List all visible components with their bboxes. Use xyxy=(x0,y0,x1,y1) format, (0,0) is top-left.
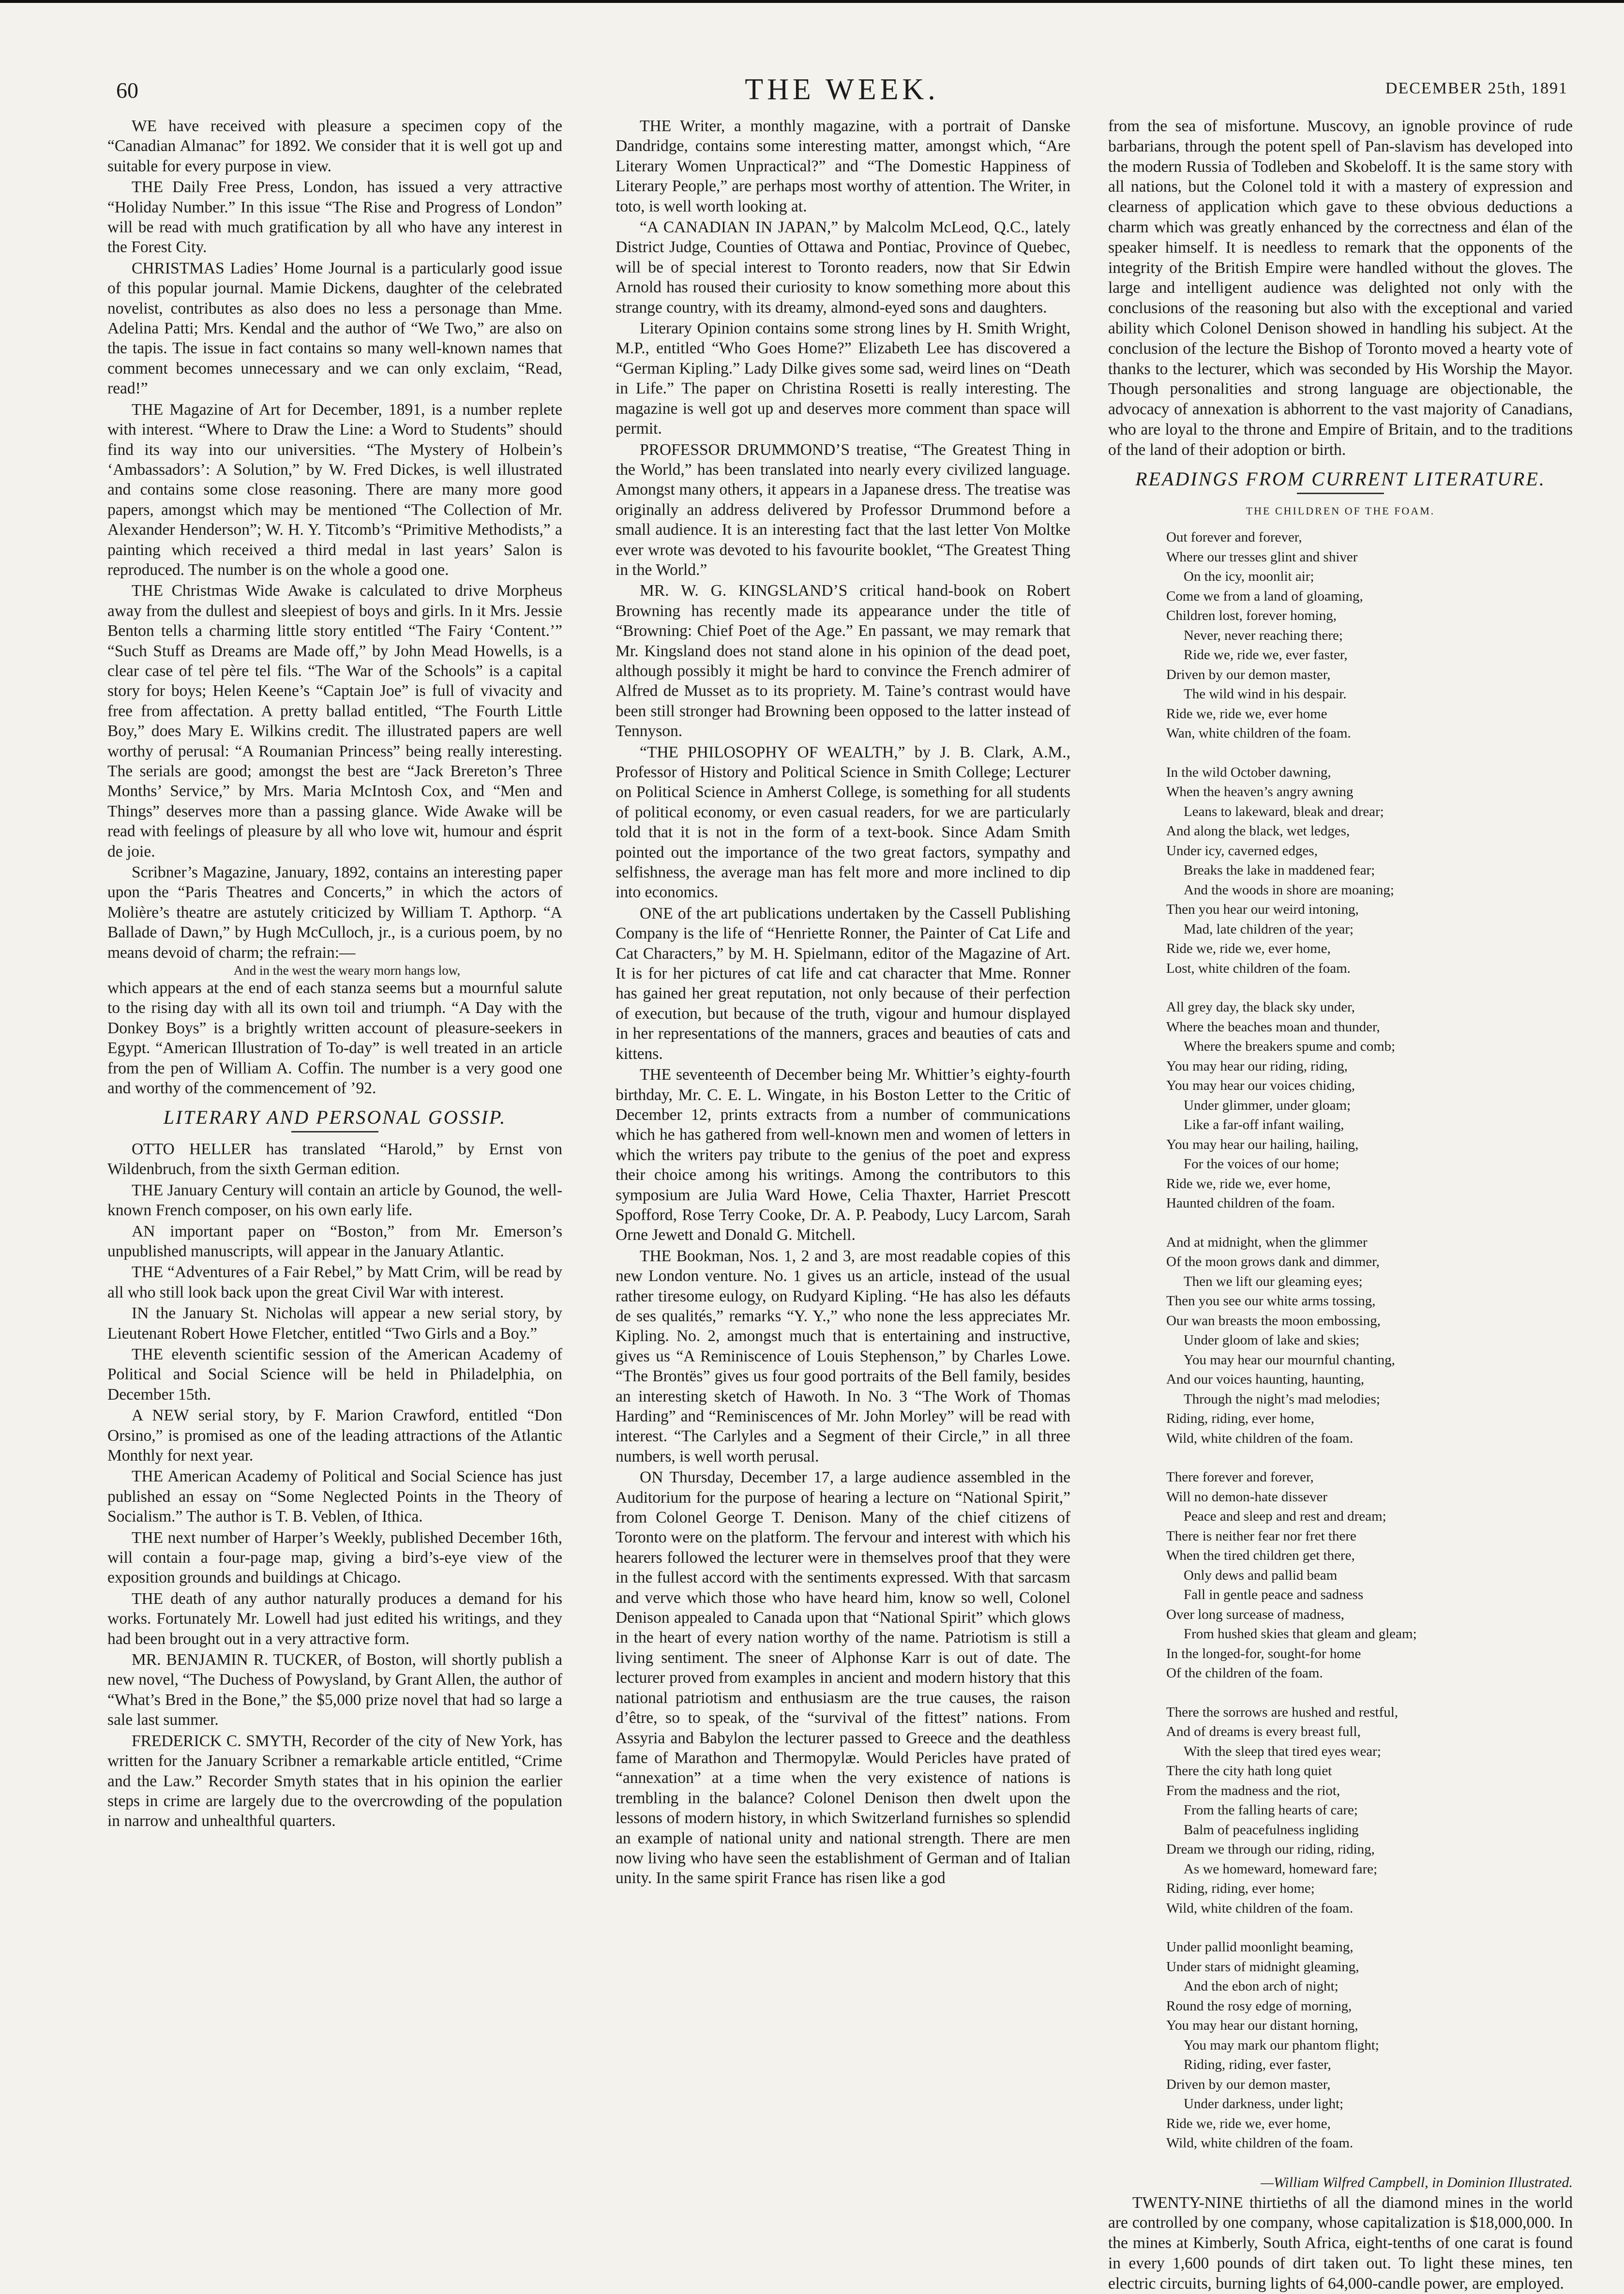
poem-line: You may hear our hailing, hailing, xyxy=(1166,1136,1359,1152)
poem-line: Driven by our demon master, xyxy=(1166,2076,1331,2092)
poem-title: THE CHILDREN OF THE FOAM. xyxy=(1246,504,1435,517)
paragraph: AN important paper on “Boston,” from Mr. Emerson’s unpublished manuscripts, will appear in the January Atlantic. xyxy=(107,1222,562,1260)
poem-line: Breaks the lake in maddened fear; xyxy=(1184,862,1375,878)
paragraph: THE next number of Harper’s Weekly, published December 16th, will contain a four-page map, giving a bird’s-eye view of the exposition grounds and buildings at Chicago. xyxy=(107,1528,562,1587)
poem-stanza xyxy=(1166,1937,1573,2153)
poem-body xyxy=(1108,528,1573,2153)
paragraph: which appears at the end of each stanza seems but a mournful salute to the rising day with all its own toil and triumph. “A Day with the Donkey Boys” is a brightly written account of pleasure-seekers in Egypt. “American Illustration of To-day” is well treated in an article from the pen of William A. Coffin. The number is a very good one and worthy of the commencement of ’92. xyxy=(107,979,562,1098)
poem-line: You may hear our voices chiding, xyxy=(1166,1078,1355,1094)
paragraph: A NEW serial story, by F. Marion Crawford, entitled “Don Orsino,” is promised as one of the leading attractions of the Atlantic Monthly for next year. xyxy=(107,1406,562,1464)
poem-line: And along the black, wet ledges, xyxy=(1166,823,1350,839)
poem-line: Then you see our white arms tossing, xyxy=(1166,1293,1376,1309)
reviews-part-3 xyxy=(616,116,1070,1888)
paragraph: THE January Century will contain an article by Gounod, the well-known French composer, on his own early life. xyxy=(107,1181,562,1220)
poem-attribution: —William Wilfred Campbell, in Dominion Illustrated. xyxy=(1261,2174,1573,2190)
section-rule-2 xyxy=(1297,493,1384,494)
paragraph: THE seventeenth of December being Mr. Whittier’s eighty-fourth birthday, Mr. C. E. L. Wingate, in his Boston Letter to the Critic of December 12, prints extracts from a number of communications which he has gathered from well-known men and women of letters in which the writers pay tribute to the genius of the poet and express their choice among his writings. Among the contributors to this symposium are Julia Ward Howe, Celia Thaxter, Harriet Prescott Spofford, Rose Terry Cooke, Dr. A. P. Peabody, Lucy Larcom, Sarah Orne Jewett and Donald G. Mitchell. xyxy=(616,1066,1070,1244)
paragraph: “THE PHILOSOPHY OF WEALTH,” by J. B. Clark, A.M., Professor of History and Political Science in Smith College; Lecturer on Political Science in Amherst College, is something for all students of political economy, or even casual readers, for we are particularly told that it is not in the form of a text-book. Since Adam Smith pointed out the importance of the two great factors, sympathy and selfishness, the average man has felt more and more inclined to dip into economics. xyxy=(616,743,1070,902)
poem-line: And at midnight, when the glimmer xyxy=(1166,1234,1368,1250)
poem-stanza xyxy=(1166,1467,1573,1683)
paragraph: ONE of the art publications undertaken by the Cassell Publishing Company is the life of “Henriette Ronner, the Painter of Cat Life and Cat Characters,” by M. H. Spielmann, editor of the Magazine of Art. It is for her pictures of cat life and cat character that Mme. Ronner has gained her great reputation, not only because of their perfection of execution, but because of the truth, vigour and humour displayed in her representations of the manners, graces and beauties of cats and kittens. xyxy=(616,904,1070,1063)
paragraph: ON Thursday, December 17, a large audience assembled in the Auditorium for the purpose of hearing a lecture on “National Spirit,” from Colonel George T. Denison. Many of the chief citizens of Toronto were on the platform. The fervour and interest with which his hearers followed the lecturer were in themselves proof that they were in the fullest accord with the sentiments expressed. With that sarcasm and verve which those who have heard him, know so well, Colonel Denison appealed to Canada upon that “National Spirit” which glows in the heart of every nation worthy of the name. Patriotism is still a living sentiment. The sneer of Alphonse Karr is out of date. The lecturer proved from examples in ancient and modern history that this national patriotism and enthusiasm are the true causes, the raison d’être, so to speak, of the “survival of the fittest” nations. From Assyria and Babylon the lecturer passed to Greece and the deathless fame of Marathon and Thermopylæ. Would Pericles have prated of “annexation” at a time when the very existence of nations is trembling in the balance? Colonel Denison then dwelt upon the lessons of modern history, in which Switzerland furnishes so splendid an example of national unity and national strength. There are men now living who have seen the establishment of German and of Italian unity. In the same spirit France has risen like a god xyxy=(616,1468,1070,1887)
paragraph: PROFESSOR DRUMMOND’S treatise, “The Greatest Thing in the World,” has been translated into nearly every civilized language. Amongst many others, it appears in a Japanese dress. The treatise was originally an address delivered by Professor Drummond before a small audience. It is an interesting fact that the last letter Von Moltke ever wrote was devoted to his favourite booklet, “The Greatest Thing in the World.” xyxy=(616,440,1070,579)
poem-line: Under darkness, under light; xyxy=(1184,2096,1344,2112)
poem-line: Of the children of the foam. xyxy=(1166,1665,1323,1681)
masthead-title: THE WEEK. xyxy=(745,73,939,106)
poem-line: In the longed-for, sought-for home xyxy=(1166,1645,1361,1661)
paragraph: “A CANADIAN IN JAPAN,” by Malcolm McLeod, Q.C., lately District Judge, Counties of Ottawa and Pontiac, Province of Quebec, will be of special interest to Toronto readers, now that Sir Edwin Arnold has roused their curiosity to know something more about this strange country, with its dreamy, almond-eyed sons and daughters. xyxy=(616,218,1070,317)
issue-date: DECEMBER 25th, 1891 xyxy=(1385,79,1568,97)
paragraph: THE death of any author naturally produces a demand for his works. Fortunately Mr. Lowell had just edited his writings, and they had been brought out in a very attractive form. xyxy=(107,1589,562,1648)
paragraph: OTTO HELLER has translated “Harold,” by Ernst von Wildenbruch, from the sixth German edition. xyxy=(107,1140,562,1178)
poem-line: Children lost, forever homing, xyxy=(1166,608,1337,624)
poem-line: Round the rosy edge of morning, xyxy=(1166,1998,1352,2014)
poem-line: Riding, riding, ever home; xyxy=(1166,1881,1315,1897)
poem-stanza xyxy=(1166,763,1573,979)
page-header xyxy=(116,73,1568,111)
paragraph: THE Bookman, Nos. 1, 2 and 3, are most readable copies of this new London venture. No. 1 gives us an article, instead of the usual rather tiresome eulogy, on Rudyard Kipling. “He has also les défauts de ses qualités,” remarks “Y. Y.,” who none the less appreciates Mr. Kipling. No. 2, amongst much that is entertaining and instructive, gives us “A Reminiscence of Louis Stephenson,” by Charles Lowe. “The Brontës” gives us four good portraits of the Bell family, besides an interesting sketch of Hawoth. In No. 3 “The Work of Thomas Harding” and “Reminiscences of Mr. John Morley” will be read with interest. “The Carlyles and a Segment of their Circle,” in all three numbers, is well worth perusal. xyxy=(616,1247,1070,1465)
poem-line: When the heaven’s angry awning xyxy=(1166,784,1353,800)
poem-line: And our voices haunting, haunting, xyxy=(1166,1372,1365,1388)
ballade-refrain: And in the west the weary morn hangs low, xyxy=(233,963,461,978)
poem-line: As we homeward, homeward fare; xyxy=(1184,1861,1378,1877)
poem-line: Wan, white children of the foam. xyxy=(1166,725,1351,741)
poem-line: You may hear our mournful chanting, xyxy=(1184,1352,1395,1368)
poem-line: From the madness and the riot, xyxy=(1166,1782,1340,1798)
column-2 xyxy=(616,116,1070,1888)
poem-line: Ride we, ride we, ever home, xyxy=(1166,1176,1331,1192)
paragraph: THE Magazine of Art for December, 1891, is a number replete with interest. “Where to Draw the Line: a Word to Students” should find its way into our universities. “The Mystery of Holbein’s ‘Ambassadors’: A Solution,” by W. Fred Dickes, is well illustrated and contains some close reasoning. There are many more good papers, amongst which may be mentioned “The Collection of Mr. Alexander Henderson”; W. H. Y. Titcomb’s “Primitive Methodists,” a painting which received a third medal in last years’ Salon is reproduced. The number is on the whole a good one. xyxy=(107,400,562,579)
poem-line: Balm of peacefulness ingliding xyxy=(1184,1822,1359,1838)
poem-line: Where the breakers spume and comb; xyxy=(1184,1039,1396,1055)
poem-line: Under stars of midnight gleaming, xyxy=(1166,1959,1359,1975)
poem-line: Ride we, ride we, ever faster, xyxy=(1184,647,1348,663)
poem-line: From hushed skies that gleam and gleam; xyxy=(1184,1626,1417,1642)
paragraph: Scribner’s Magazine, January, 1892, contains an interesting paper upon the “Paris Theatres and Concerts,” in which the actors of Molière’s theatre are astutely criticized by William T. Apthorp. “A Ballade of Dawn,” by Hugh McCulloch, jr., is a curious poem, by no means devoid of charm; the refrain:— xyxy=(107,863,562,962)
poem-line: All grey day, the black sky under, xyxy=(1166,999,1355,1015)
poem-line: With the sleep that tired eyes wear; xyxy=(1184,1743,1381,1759)
lecture-report-continued xyxy=(1108,116,1573,460)
reviews-part-2 xyxy=(107,978,562,1098)
poem-line: From the falling hearts of care; xyxy=(1184,1802,1358,1818)
poem-line: Ride we, ride we, ever home xyxy=(1166,706,1327,722)
poem-stanza xyxy=(1166,997,1573,1213)
poem-line: Where our tresses glint and shiver xyxy=(1166,549,1358,565)
poem-line: Under pallid moonlight beaming, xyxy=(1166,1939,1353,1955)
poem-line: Over long surcease of madness, xyxy=(1166,1606,1345,1622)
section-rule xyxy=(291,1131,378,1132)
poem-line: The wild wind in his despair. xyxy=(1184,686,1347,702)
poem-line: Leans to lakeward, bleak and drear; xyxy=(1184,803,1384,819)
poem-line: Ride we, ride we, ever home, xyxy=(1166,2115,1331,2131)
paragraph: Literary Opinion contains some strong lines by H. Smith Wright, M.P., entitled “Who Goes Home?” Elizabeth Lee has discovered a “German Kipling.” Lady Dilke gives some sad, weird lines on “Death in Life.” The paper on Christina Rosetti is really interesting. The magazine is well got up and deserves more comment than space will permit. xyxy=(616,319,1070,438)
poem-line: On the icy, moonlit air; xyxy=(1184,569,1314,585)
poem-line: There is neither fear nor fret there xyxy=(1166,1528,1356,1544)
paragraph: THE “Adventures of a Fair Rebel,” by Matt Crim, will be read by all who still look back upon the great Civil War with interest. xyxy=(107,1263,562,1301)
poem-line: And the ebon arch of night; xyxy=(1184,1978,1338,1994)
paragraph: THE Christmas Wide Awake is calculated to drive Morpheus away from the dullest and sleepiest of boys and girls. In it Mrs. Jessie Benton tells a charming little story entitled “The Fairy ‘Content.’” “Such Stuff as Dreams are Made off,” by John Mead Howells, is a clear case of tel père tel fils. “The War of the Schools” is a capital story for boys; Helen Keene’s “Captain Joe” is full of vivacity and free from affectation. A pretty ballad entitled, “The Fourth Little Boy,” does Mary E. Wilkins credit. The illustrated papers are well worthy of perusal: “A Roumanian Princess” being really interesting. The serials are good; amongst the best are “Jack Brereton’s Three Months’ Service,” by Mrs. Maria McIntosh Cox, and “Men and Things” deserves more than a passing glance. Wide Awake will be read with feelings of pleasure by all who love wit, humour and ésprit de joie. xyxy=(107,582,562,860)
diamond-mines-note xyxy=(1108,2193,1573,2294)
poem-line: Then we lift our gleaming eyes; xyxy=(1184,1273,1363,1289)
poem-line: Fall in gentle peace and sadness xyxy=(1184,1587,1364,1603)
poem-line: When the tired children get there, xyxy=(1166,1548,1355,1564)
page-number: 60 xyxy=(116,78,138,103)
paragraph: TWENTY-NINE thirtieths of all the diamond mines in the world are controlled by one company, whose capitalization is $18,000,000. In the mines at Kimberly, South Africa, eight-tenths of one carat is found in every 1,600 pounds of dirt taken out. To light these mines, ten electric circuits, burning lights of 64,000-candle power, are employed. xyxy=(1108,2193,1573,2293)
poem-line: Riding, riding, ever home, xyxy=(1166,1411,1315,1427)
poem-line: Never, never reaching there; xyxy=(1184,627,1343,643)
poem-stanza xyxy=(1166,1703,1573,1918)
reviews-part-1 xyxy=(107,116,562,963)
poem-line: And of dreams is every breast full, xyxy=(1166,1724,1361,1740)
poem-line: Like a far-off infant wailing, xyxy=(1184,1117,1344,1133)
poem-line: Of the moon grows dank and dimmer, xyxy=(1166,1254,1380,1270)
poem-line: For the voices of our home; xyxy=(1184,1156,1339,1172)
poem-line: You may hear our distant horning, xyxy=(1166,2018,1358,2034)
poem-line: Ride we, ride we, ever home, xyxy=(1166,941,1331,957)
section-title-readings: READINGS FROM CURRENT LITERATURE. xyxy=(1135,468,1546,490)
poem-line: Our wan breasts the moon embossing, xyxy=(1166,1313,1381,1328)
poem-line: Will no demon-hate dissever xyxy=(1166,1489,1328,1505)
poem-line: Only dews and pallid beam xyxy=(1184,1567,1338,1583)
poem-line: Where the beaches moan and thunder, xyxy=(1166,1019,1380,1035)
poem-line: Under gloom of lake and skies; xyxy=(1184,1332,1360,1348)
poem-line: Wild, white children of the foam. xyxy=(1166,1430,1353,1446)
paragraph: WE have received with pleasure a specimen copy of the “Canadian Almanac” for 1892. We consider that it is well got up and suitable for every purpose in view. xyxy=(107,117,562,175)
poem-line: You may hear our riding, riding, xyxy=(1166,1058,1348,1074)
poem-line: Under icy, caverned edges, xyxy=(1166,843,1318,859)
gossip-items xyxy=(107,1139,562,1831)
poem-line: There the sorrows are hushed and restful, xyxy=(1166,1704,1398,1720)
poem-stanza xyxy=(1166,528,1573,743)
paragraph: THE American Academy of Political and Social Science has just published an essay on “Some Neglected Points in the Theory of Socialism.” The author is T. B. Veblen, of Ithica. xyxy=(107,1467,562,1526)
poem-line: There the city hath long quiet xyxy=(1166,1763,1332,1779)
poem-line: Dream we through our riding, riding, xyxy=(1166,1841,1375,1857)
poem-line: Peace and sleep and rest and dream; xyxy=(1184,1509,1386,1524)
paragraph: THE eleventh scientific session of the American Academy of Political and Social Science will be held in Philadelphia, on December 15th. xyxy=(107,1345,562,1404)
page-top-border xyxy=(0,0,1624,3)
poem-line: Out forever and forever, xyxy=(1166,529,1302,545)
poem-line: You may mark our phantom flight; xyxy=(1184,2037,1379,2053)
paragraph: CHRISTMAS Ladies’ Home Journal is a particularly good issue of this popular journal. Mamie Dickens, daughter of the celebrated novelist, contributes as also does no less a personage than Mme. Adelina Patti; Mrs. Kendal and the author of “We Two,” are also on the tapis. The issue in fact contains so many well-known names that comment becomes unnecessary and we can only exclaim, “Read, read!” xyxy=(107,259,562,398)
paragraph: MR. BENJAMIN R. TUCKER, of Boston, will shortly publish a new novel, “The Duchess of Powysland, by Grant Allen, the author of “What’s Bred in the Bone,” the $5,000 prize novel that had so large a sale last summer. xyxy=(107,1651,562,1729)
paragraph: THE Daily Free Press, London, has issued a very attractive “Holiday Number.” In this issue “The Rise and Progress of London” will be read with much gratification by all who have any interest in the Forest City. xyxy=(107,178,562,257)
paragraph: from the sea of misfortune. Muscovy, an ignoble province of rude barbarians, through the potent spell of Pan-slavism has developed into the modern Russia of Todleben and Skobeloff. It is the same story with all nations, but the Colonel told it with a mastery of expression and clearness of application which gave to these obvious deductions a charm which was greatly enhanced by the correctness and élan of the speaker himself. It is needless to remark that the opponents of the integrity of the British Empire were handled without the gloves. The large and intelligent audience was delighted not only with the conclusions of the reasoning but also with the exceptional and varied ability which Colonel Denison showed in handling his subject. At the conclusion of the lecture the Bishop of Toronto moved a hearty vote of thanks to the lecturer, which was seconded by His Worship the Mayor. Though personalities and strong language are objectionable, the advocacy of annexation is abhorrent to the vast majority of Canadians, who are loyal to the throne and Empire of Britain, and to the traditions of the land of their adoption or birth. xyxy=(1108,117,1573,459)
poem-line: Driven by our demon master, xyxy=(1166,666,1331,682)
poem-line: Under glimmer, under gloam; xyxy=(1184,1097,1351,1113)
poem-line: Then you hear our weird intoning, xyxy=(1166,902,1359,918)
poem-line: Lost, white children of the foam. xyxy=(1166,960,1351,976)
poem-line: Mad, late children of the year; xyxy=(1184,921,1354,937)
poem-line: Through the night’s mad melodies; xyxy=(1184,1391,1380,1407)
poem-line: Come we from a land of gloaming, xyxy=(1166,588,1363,604)
poem-stanza xyxy=(1166,1233,1573,1449)
paragraph: MR. W. G. KINGSLAND’S critical hand-book on Robert Browning has recently made its appearance under the title of “Browning: Chief Poet of the Age.” En passant, we may remark that Mr. Kingsland does not stand alone in his opinion of the dead poet, although possibly it might be hard to convince the French admirer of Alfred de Musset as to its propriety. M. Taine’s contrast would have been still stronger had Browning been opposed to the latter instead of Tennyson. xyxy=(616,582,1070,740)
section-title-gossip: LITERARY AND PERSONAL GOSSIP. xyxy=(163,1106,507,1128)
poem-line: Haunted children of the foam. xyxy=(1166,1195,1335,1211)
poem-line: Wild, white children of the foam. xyxy=(1166,1900,1353,1916)
paragraph: FREDERICK C. SMYTH, Recorder of the city of New York, has written for the January Scribner a remarkable article entitled, “Crime and the Law.” Recorder Smyth states that in his opinion the earlier steps in crime are largely due to the overcrowding of the population in narrow and unhealthful quarters. xyxy=(107,1732,562,1830)
poem-line: And the woods in shore are moaning; xyxy=(1184,882,1394,898)
column-1 xyxy=(107,116,562,1831)
paragraph: IN the January St. Nicholas will appear a new serial story, by Lieutenant Robert Howe Fletcher, entitled “Two Girls and a Boy.” xyxy=(107,1304,562,1343)
poem-line: Wild, white children of the foam. xyxy=(1166,2135,1353,2151)
poem-line: There forever and forever, xyxy=(1166,1469,1314,1485)
poem-line: In the wild October dawning, xyxy=(1166,764,1331,780)
paragraph: THE Writer, a monthly magazine, with a portrait of Danske Dandridge, contains some interesting matter, amongst which, “Are Literary Women Unpractical?” and “The Domestic Happiness of Literary People,” are perhaps most worthy of attention. The Writer, in toto, is well worth looking at. xyxy=(616,117,1070,215)
column-3 xyxy=(1108,116,1573,2294)
poem-line: Riding, riding, ever faster, xyxy=(1184,2057,1331,2073)
